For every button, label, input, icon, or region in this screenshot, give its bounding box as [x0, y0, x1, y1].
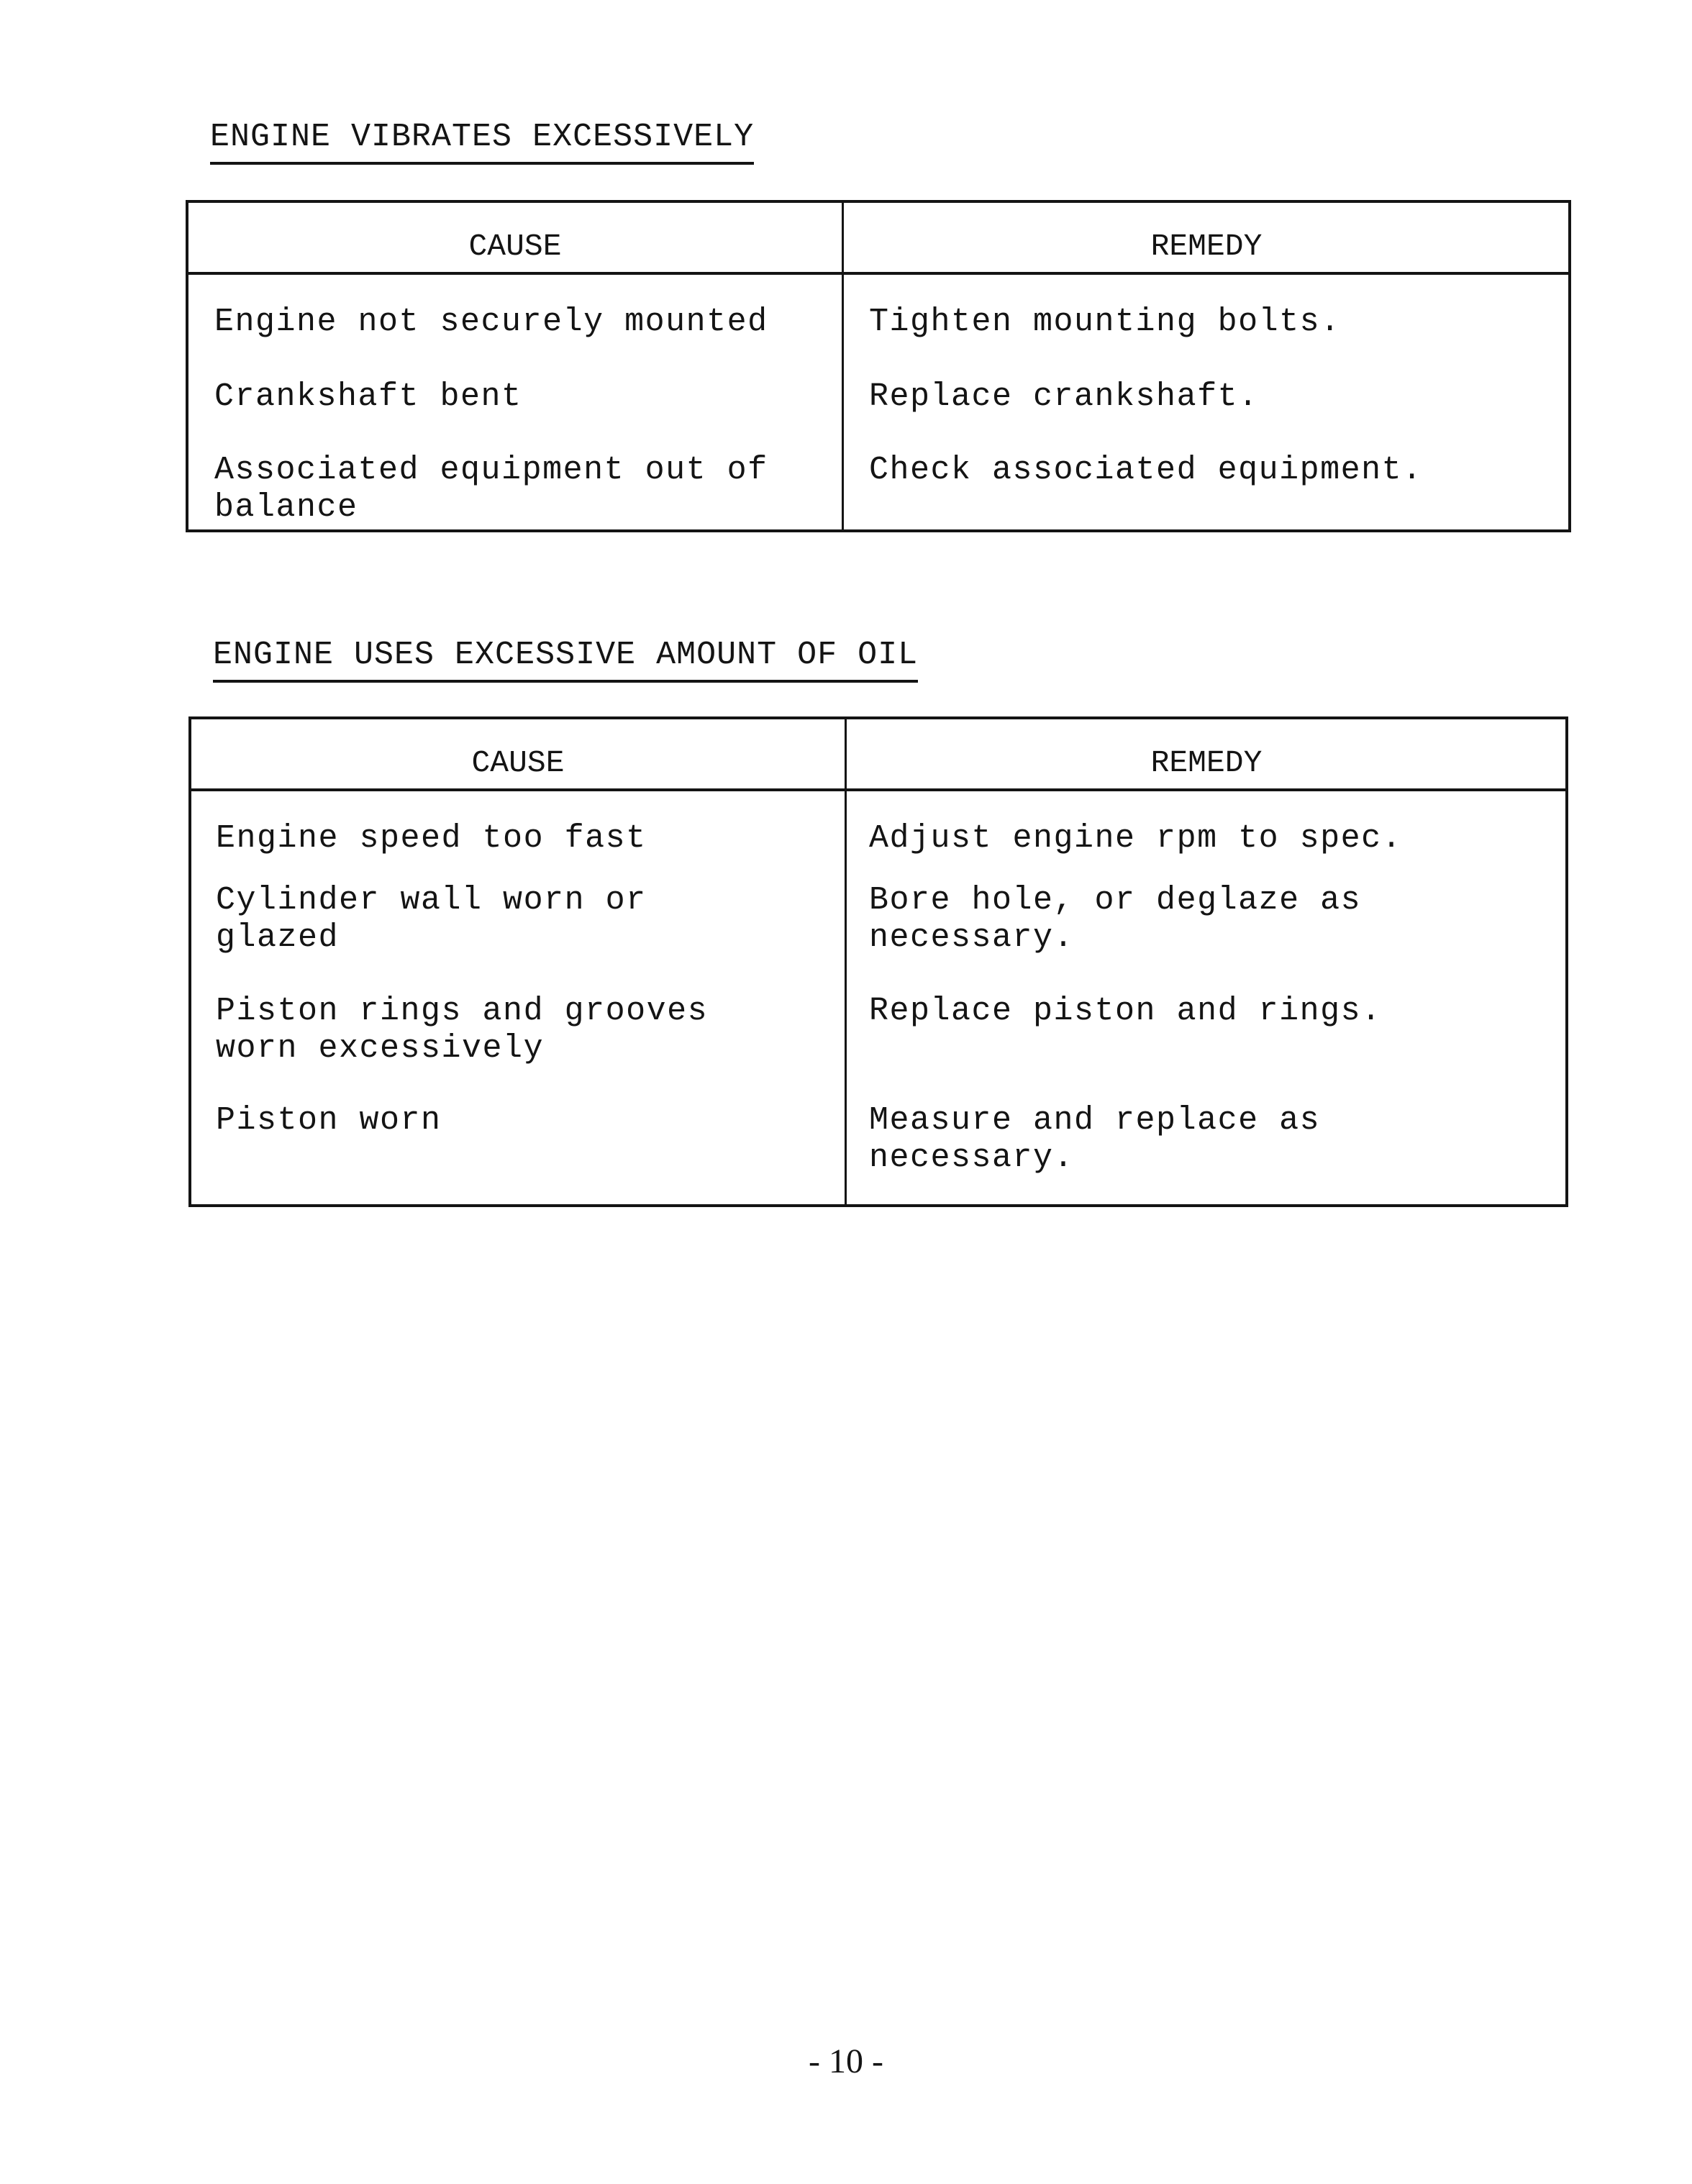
header-rule	[188, 272, 1568, 275]
remedy-cell: Measure and replace as necessary.	[869, 1102, 1321, 1176]
column-divider	[845, 719, 847, 1204]
troubleshooting-table-vibrates	[186, 200, 1571, 532]
section-title-vibrates: ENGINE VIBRATES EXCESSIVELY	[210, 121, 754, 165]
remedy-cell: Adjust engine rpm to spec.	[869, 820, 1403, 857]
troubleshooting-table-oil	[188, 716, 1568, 1207]
cause-cell: Engine speed too fast	[216, 820, 647, 857]
header-cause: CAUSE	[471, 745, 565, 781]
cause-cell: Piston worn	[216, 1102, 442, 1139]
cause-cell: Engine not securely mounted	[214, 304, 768, 340]
section-title-oil: ENGINE USES EXCESSIVE AMOUNT OF OIL	[213, 639, 918, 683]
header-remedy: REMEDY	[1150, 229, 1263, 264]
remedy-cell: Replace crankshaft.	[869, 378, 1259, 415]
page-number: - 10 -	[809, 2042, 883, 2080]
remedy-cell: Replace piston and rings.	[869, 993, 1382, 1029]
cause-cell: Cylinder wall worn or glazed	[216, 882, 647, 956]
remedy-cell: Bore hole, or deglaze as necessary.	[869, 882, 1362, 956]
cause-cell: Crankshaft bent	[214, 378, 522, 415]
header-cause: CAUSE	[468, 229, 562, 264]
cause-cell: Associated equipment out of balance	[214, 452, 768, 526]
remedy-cell: Check associated equipment.	[869, 452, 1423, 488]
cause-cell: Piston rings and grooves worn excessively	[216, 993, 709, 1067]
header-rule	[191, 788, 1565, 791]
header-remedy: REMEDY	[1150, 745, 1263, 781]
remedy-cell: Tighten mounting bolts.	[869, 304, 1341, 340]
